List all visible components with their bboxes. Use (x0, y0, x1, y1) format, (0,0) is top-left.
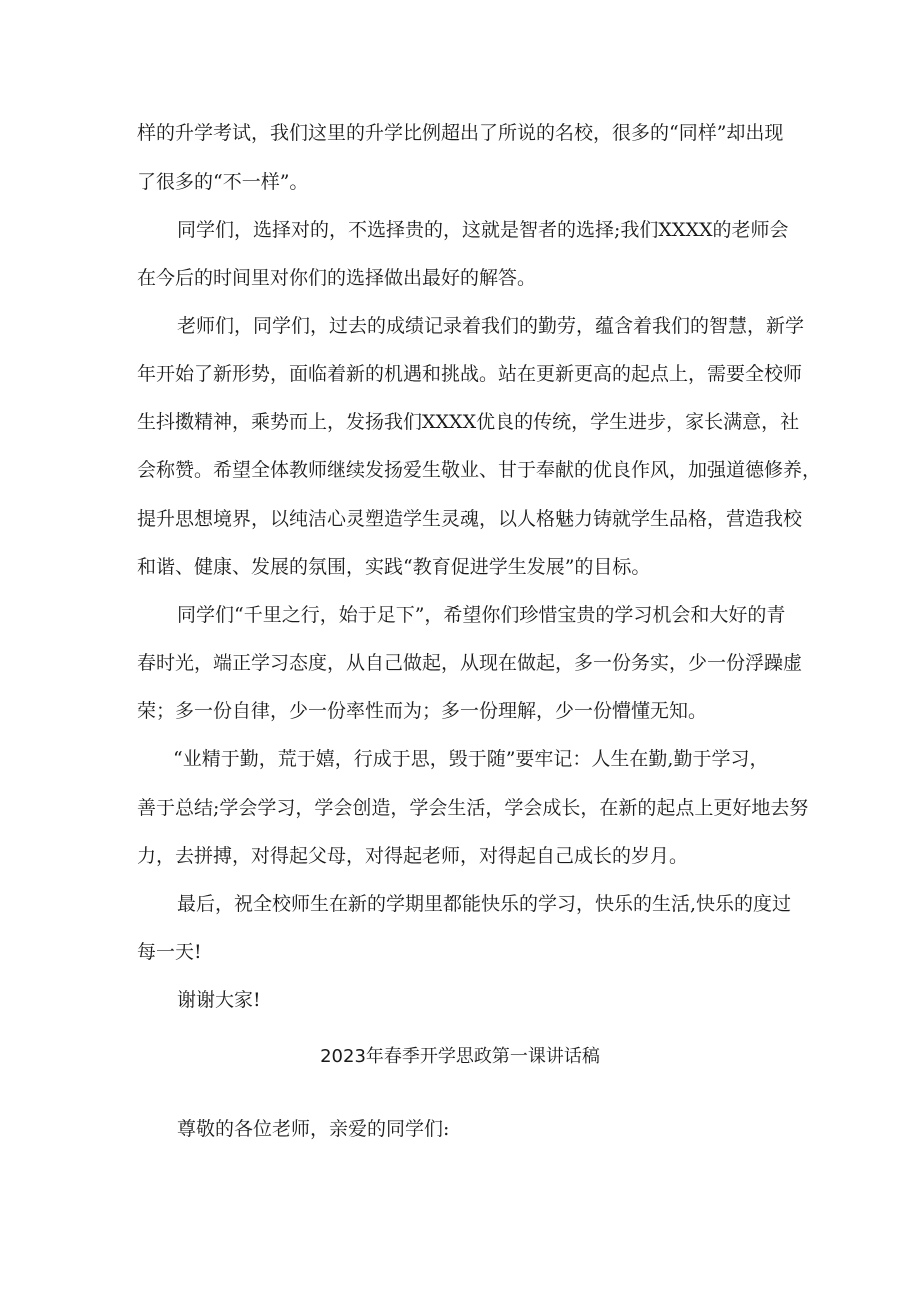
paragraph-line: 荣；多一份自律，少一份率性而为；多一份理解，少一份懵懂无知。 (137, 700, 708, 722)
paragraph-line: 生抖擞精神，乘势而上，发扬我们XXXX优良的传统，学生进步，家长满意，社 (137, 411, 800, 433)
paragraph-line: 老师们，同学们，过去的成绩记录着我们的勤劳，蕴含着我们的智慧，新学 (177, 315, 805, 337)
paragraph-line: 力，去拼搏，对得起父母，对得起老师，对得起自己成长的岁月。 (137, 845, 689, 867)
paragraph-line: 春时光，端正学习态度，从自己做起，从现在做起，多一份务实，少一份浮躁虚 (137, 652, 803, 674)
paragraph-line: 样的升学考试，我们这里的升学比例超出了所说的名校，很多的“同样”却出现 (137, 122, 784, 144)
paragraph-line: “业精于勤，荒于嬉，行成于思，毁于随”要牢记：人生在勤,勤于学习， (173, 748, 769, 770)
paragraph-line: 善于总结;学会学习，学会创造，学会生活，学会成长，在新的起点上更好地去努 (137, 797, 809, 819)
paragraph-line: 会称赞。希望全体教师继续发扬爱生敬业、甘于奉献的优良作风，加强道德修养， (137, 459, 822, 481)
paragraph-line: 最后，祝全校师生在新的学期里都能快乐的学习，快乐的生活,快乐的度过 (177, 893, 792, 915)
paragraph-line: 每一天! (137, 941, 202, 963)
document-title: 2023年春季开学思政第一课讲话稿 (320, 1046, 600, 1067)
paragraph-line: 同学们“千里之行，始于足下”，希望你们珍惜宝贵的学习机会和大好的青 (177, 604, 786, 626)
paragraph-line: 在今后的时间里对你们的选择做出最好的解答。 (137, 267, 537, 289)
paragraph-line: 年开始了新形势，面临着新的机遇和挑战。站在更新更高的起点上，需要全校师 (137, 363, 803, 385)
paragraph-line: 同学们，选择对的，不选择贵的，这就是智者的选择;我们XXXX的老师会 (177, 219, 789, 241)
paragraph-line: 提升思想境界，以纯洁心灵塑造学生灵魂，以人格魅力铸就学生品格，营造我校 (137, 508, 803, 530)
paragraph-line: 谢谢大家! (177, 989, 261, 1011)
salutation: 尊敬的各位老师，亲爱的同学们: (177, 1118, 450, 1140)
paragraph-line: 了很多的“不一样”。 (137, 171, 309, 193)
paragraph-line: 和谐、健康、发展的氛围，实践“教育促进学生发展”的目标。 (137, 556, 651, 578)
